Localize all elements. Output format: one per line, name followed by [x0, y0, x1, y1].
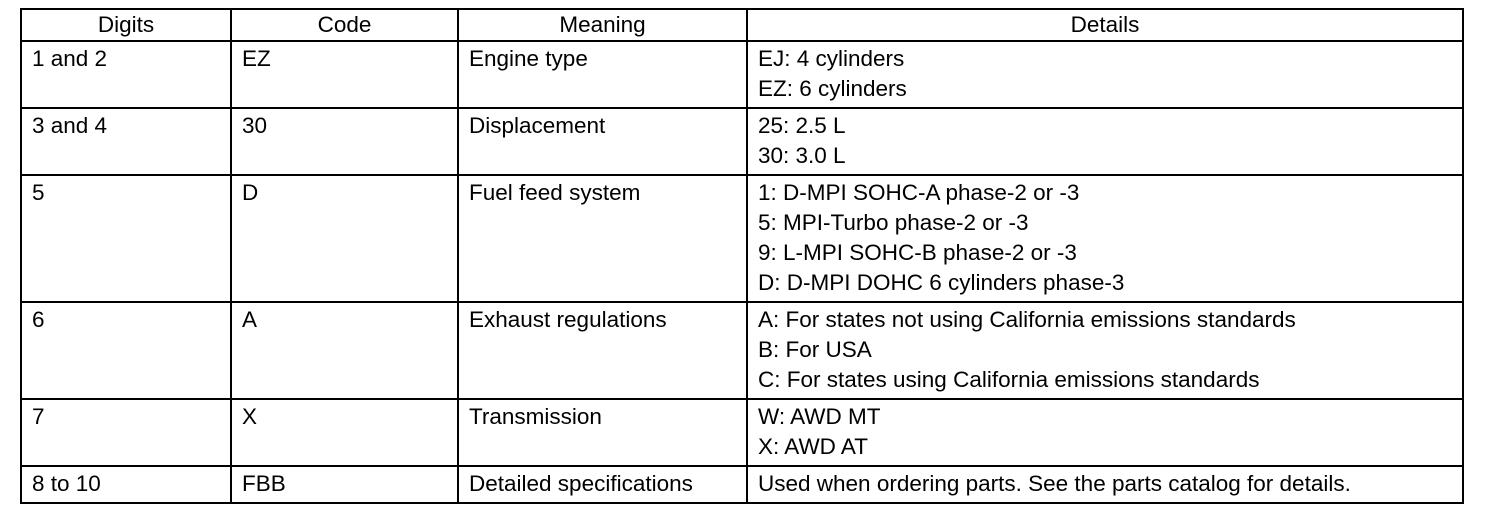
- header-details: Details: [747, 9, 1463, 41]
- cell-code: EZ: [231, 41, 458, 108]
- cell-digits: 5: [21, 175, 231, 302]
- cell-digits: 6: [21, 302, 231, 399]
- cell-meaning: Detailed specifications: [458, 466, 747, 503]
- cell-details: [747, 41, 1463, 108]
- header-meaning: Meaning: [458, 9, 747, 41]
- cell-meaning: Displacement: [458, 108, 747, 175]
- cell-digits: 7: [21, 399, 231, 466]
- table-row: [21, 399, 1463, 466]
- detail-line: 1: D-MPI SOHC-A phase-2 or -3: [758, 180, 1080, 205]
- detail-line: W: AWD MT: [758, 404, 881, 429]
- cell-code: A: [231, 302, 458, 399]
- cell-digits: 8 to 10: [21, 466, 231, 503]
- detail-line: Used when ordering parts. See the parts catalog for details.: [758, 471, 1351, 496]
- table-row: [21, 41, 1463, 108]
- header-digits: Digits: [21, 9, 231, 41]
- table-row: [21, 466, 1463, 503]
- cell-digits: 3 and 4: [21, 108, 231, 175]
- cell-details: [747, 399, 1463, 466]
- table-row: [21, 302, 1463, 399]
- cell-details: [747, 175, 1463, 302]
- cell-code: FBB: [231, 466, 458, 503]
- detail-line: 5: MPI-Turbo phase-2 or -3: [758, 210, 1029, 235]
- cell-code: X: [231, 399, 458, 466]
- detail-line: 30: 3.0 L: [758, 143, 846, 168]
- cell-meaning: Engine type: [458, 41, 747, 108]
- detail-line: EZ: 6 cylinders: [758, 76, 907, 101]
- table-row: [21, 175, 1463, 302]
- cell-digits: 1 and 2: [21, 41, 231, 108]
- header-code: Code: [231, 9, 458, 41]
- detail-line: 25: 2.5 L: [758, 113, 846, 138]
- detail-line: 9: L-MPI SOHC-B phase-2 or -3: [758, 240, 1077, 265]
- detail-line: X: AWD AT: [758, 434, 869, 459]
- cell-meaning: Fuel feed system: [458, 175, 747, 302]
- detail-line: C: For states using California emissions standards: [758, 367, 1260, 392]
- cell-code: 30: [231, 108, 458, 175]
- cell-details: [747, 302, 1463, 399]
- detail-line: D: D-MPI DOHC 6 cylinders phase-3: [758, 270, 1125, 295]
- detail-line: EJ: 4 cylinders: [758, 46, 905, 71]
- detail-line: B: For USA: [758, 337, 872, 362]
- cell-details: [747, 466, 1463, 503]
- cell-meaning: Exhaust regulations: [458, 302, 747, 399]
- header-row: [21, 9, 1463, 41]
- engine-code-table: [20, 8, 1464, 504]
- cell-meaning: Transmission: [458, 399, 747, 466]
- cell-code: D: [231, 175, 458, 302]
- table-row: [21, 108, 1463, 175]
- cell-details: [747, 108, 1463, 175]
- detail-line: A: For states not using California emissions standards: [758, 307, 1296, 332]
